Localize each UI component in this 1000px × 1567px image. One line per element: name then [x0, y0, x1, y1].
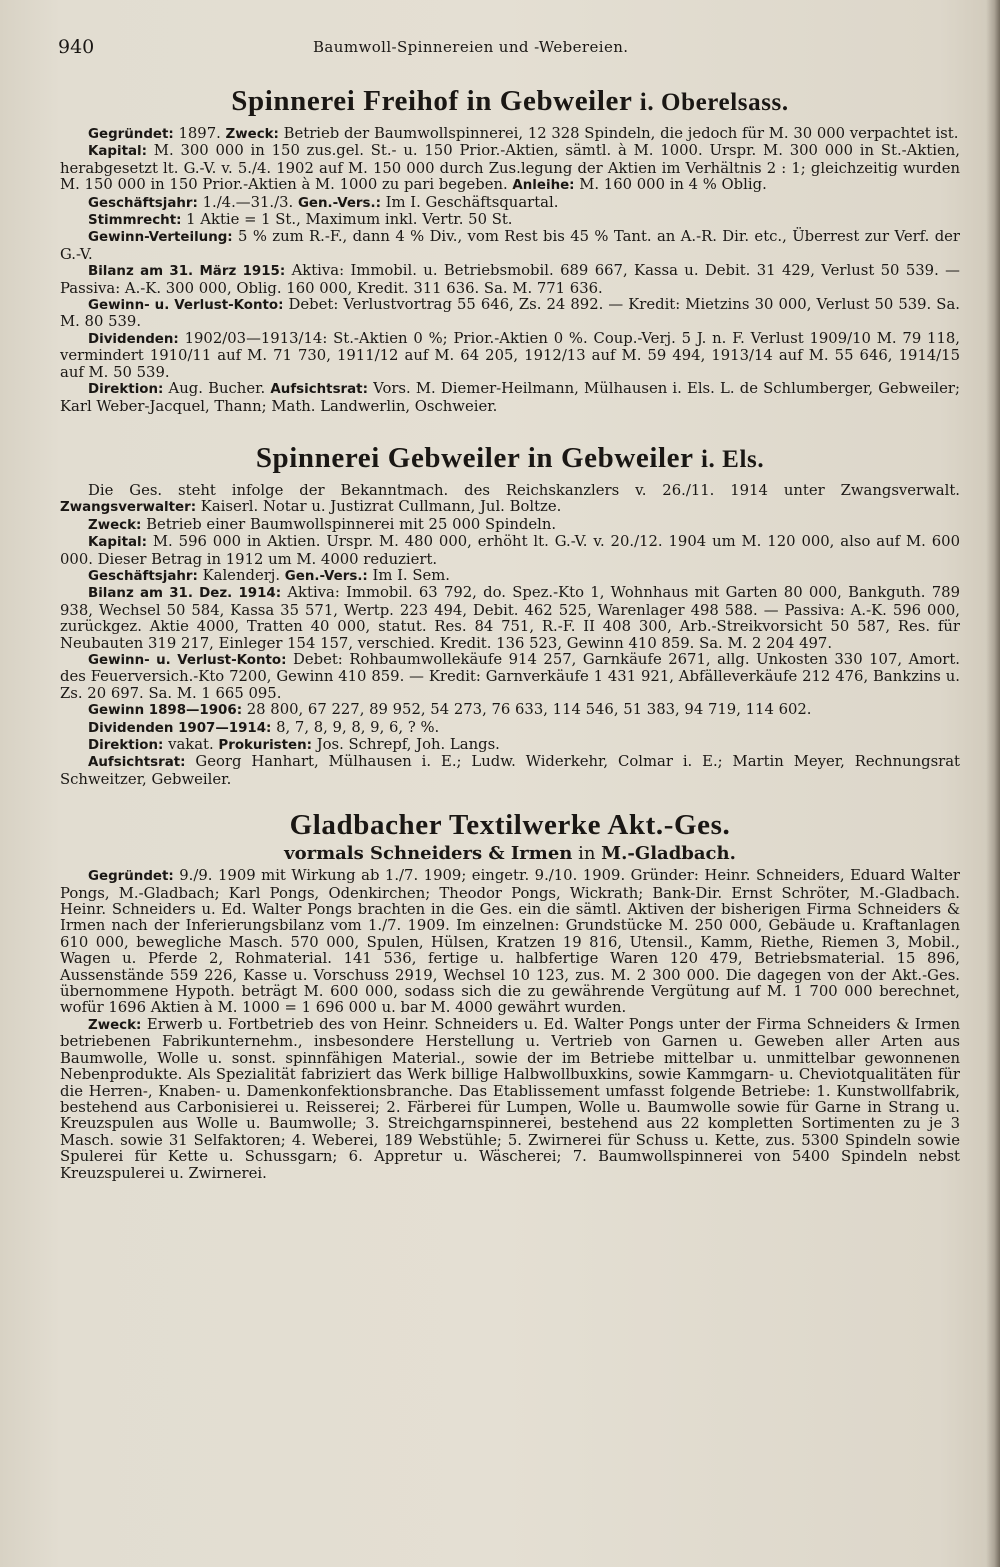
company-subtitle: vormals Schneiders & Irmen in M.-Gladbach.: [284, 843, 736, 865]
entry-paragraph: Gewinn 1898—1906: 28 800, 67 227, 89 952, 54 273, 76 633, 114 546, 51 383, 94 719, 114 602.: [88, 701, 812, 719]
page-content: [60, 84, 960, 1182]
section-gap: [60, 788, 960, 808]
page-edge-shadow: [986, 0, 1000, 1567]
entry-paragraph: Gewinn- u. Verlust-Konto: Debet: Rohbaumwollekäufe 914 257, Garnkäufe 2671, allg. Unkosten 330 107, Amort. des Feuerversich.-Kto 7200, Gewinn 410 859. — Kredit: Garnverkäufe 1 431 921, Abfälleverkäufe 212 476, Bankzins u. Zs. 20 697. Sa. M. 1 665 095.: [60, 650, 960, 702]
entry-paragraph: Stimmrecht: 1 Aktie = 1 St., Maximum inkl. Vertr. 50 St.: [88, 211, 513, 229]
section-gap: [60, 415, 960, 441]
entry-paragraph: Direktion: Aug. Bucher. Aufsichtsrat: Vors. M. Diemer-Heilmann, Mülhausen i. Els. L. de Schlumberger, Gebweiler; Karl Weber-Jacquel, Thann; Math. Landwerlin, Oschweier.: [60, 380, 960, 415]
company-title: Spinnerei Freihof in Gebweiler i. Oberelsass.: [231, 85, 789, 117]
entry-paragraph: Geschäftsjahr: 1./4.—31./3. Gen.-Vers.: Im I. Geschäftsquartal.: [88, 193, 559, 211]
company-entry-freihof: [60, 84, 960, 415]
entry-paragraph: Zweck: Erwerb u. Fortbetrieb des von Heinr. Schneiders u. Ed. Walter Pongs unter der Firma Schneiders & Irmen betriebenen Fabrikunternehm., insbesondere Herstellung u. Vertrieb von Garnen u. Geweben aller Arten aus Baumwolle, Wolle u. sonst. spinnfähigen Material., sowie der im Betriebe mittelbar u. unmittelbar gewonnenen Nebenprodukte. Als Spezialität fabriziert das Werk billige Halbwollbuxkins, sowie Kammgarn- u. Cheviotqualitäten für die Herren-, Knaben- u. Damenkonfektionsbranche. Das Etablissement umfasst folgende Betriebe: 1. Kunstwollfabrik, bestehend aus Carbonisierei u. Reisserei; 2. Färberei für Lumpen, Wolle u. Baumwolle sowie für Garne in Strang u. Kreuzspulen aus Wolle u. Baumwolle; 3. Streichgarnspinnerei, bestehend aus 22 kompletten Sortimenten zu je 3 Masch. sowie 31 Selfaktoren; 4. Weberei, 189 Webstühle; 5. Zwirnerei für Schuss u. Kette, zus. 5300 Spindeln sowie Spulerei für Kette u. Schussgarn; 6. Appretur u. Wäscherei; 7. Baumwollspinnerei von 5400 Spindeln nebst Kreuzspulerei u. Zwirnerei.: [60, 1015, 960, 1182]
entry-paragraph: Gegründet: 1897. Zweck: Betrieb der Baumwollspinnerei, 12 328 Spindeln, die jedoch für M. 30 000 verpachtet ist.: [88, 125, 959, 142]
entry-paragraph: Aufsichtsrat: Georg Hanhart, Mülhausen i. E.; Ludw. Widerkehr, Colmar i. E.; Martin Meyer, Rechnungsrat Schweitzer, Gebweiler.: [60, 753, 960, 788]
entry-paragraph: Kapital: M. 596 000 in Aktien. Urspr. M. 480 000, erhöht lt. G.-V. v. 20./12. 1904 um M. 120 000, also auf M. 600 000. Dieser Betrag in 1912 um M. 4000 reduziert.: [60, 533, 960, 568]
entry-paragraph: Direktion: vakat. Prokuristen: Jos. Schrepf, Joh. Langs.: [88, 736, 500, 753]
entry-paragraph: Dividenden 1907—1914: 8, 7, 8, 9, 8, 9, 6, ? %.: [88, 718, 440, 736]
page-number: 940: [58, 36, 95, 58]
entry-paragraph: Bilanz am 31. März 1915: Aktiva: Immobil. u. Betriebsmobil. 689 667, Kassa u. Debit. 31 429, Verlust 50 539. — Passiva: A.-K. 300 000, Oblig. 160 000, Kredit. 311 636. Sa. M. 771 636.: [60, 262, 960, 297]
entry-paragraph: Zweck: Betrieb einer Baumwollspinnerei mit 25 000 Spindeln.: [88, 515, 557, 533]
company-title: Gladbacher Textilwerke Akt.-Ges.: [289, 809, 731, 842]
entry-paragraph: Gewinn- u. Verlust-Konto: Debet: Verlustvortrag 55 646, Zs. 24 892. — Kredit: Mietzins 30 000, Verlust 50 539. Sa. M. 80 539.: [60, 296, 960, 331]
company-entry-gladbacher: [60, 808, 960, 1182]
entry-paragraph: Die Ges. steht infolge der Bekanntmach. des Reichskanzlers v. 26./11. 1914 unter Zwangsverwalt. Zwangsverwalter: Kaiserl. Notar u. Justizrat Cullmann, Jul. Boltze.: [60, 481, 960, 516]
entry-paragraph: Gewinn-Verteilung: 5 % zum R.-F., dann 4 % Div., vom Rest bis 45 % Tant. an A.-R. Dir. etc., Überrest zur Verf. der G.-V.: [60, 228, 960, 263]
entry-paragraph: Bilanz am 31. Dez. 1914: Aktiva: Immobil. 63 792, do. Spez.-Kto 1, Wohnhaus mit Garten 80 000, Bankguth. 789 938, Wechsel 50 584, Kassa 35 571, Wertp. 223 494, Debit. 462 525, Warenlager 498 588. — Passiva: A.-K. 596 000, zurückgez. Aktie 4000, Tratten 40 000, statut. Res. 84 751, R.-F. II 408 300, Arb.-Streikvorsicht 50 587, Res. für Neubauten 319 217, Einleger 154 157, verschied. Kredit. 136 523, Gewinn 410 859. Sa. M. 2 204 497.: [60, 584, 960, 652]
company-entry-gebweiler: [60, 441, 960, 788]
running-head: Baumwoll-Spinnereien und -Webereien.: [313, 38, 629, 56]
entry-paragraph: Gegründet: 9./9. 1909 mit Wirkung ab 1./7. 1909; eingetr. 9./10. 1909. Gründer: Heinr. Schneiders, Eduard Walter Pongs, M.-Gladbach; Karl Pongs, Odenkirchen; Theodor Pongs, Wickrath; Bank-Dir. Ernst Schröter, M.-Gladbach. Heinr. Schneiders u. Ed. Walter Pongs brachten in die Ges. ein die sämtl. Aktiven der bisherigen Firma Schneiders & Irmen nach der Inferierungsbilanz vom 1./7. 1909. Im einzelnen: Grundstücke M. 250 000, Gebäude u. Kraftanlagen 610 000, bewegliche Masch. 570 000, Spulen, Hülsen, Kratzen 19 816, Utensil., Kamm, Riethe, Riemen 3, Mobil., Wagen u. Pferde 2, Rohmaterial. 141 536, fertige u. halbfertige Waren 120 479, Betriebsmaterial. 15 896, Aussenstände 559 226, Kasse u. Vorschuss 2919, Wechsel 10 123, zus. M. 2 300 000. Die dagegen von der Akt.-Ges. übernommene Hypoth. beträgt M. 600 000, sodass sich die zu gewährende Vergütung auf M. 1 700 000 berechnet, wofür 1696 Aktien à M. 1000 = 1 696 000 u. bar M. 4000 gewährt wurden.: [60, 867, 960, 1017]
page-header: [58, 36, 970, 60]
entry-paragraph: Dividenden: 1902/03—1913/14: St.-Aktien 0 %; Prior.-Aktien 0 %. Coup.-Verj. 5 J. n. F. Verlust 1909/10 M. 79 118, vermindert 1910/11 auf M. 71 730, 1911/12 auf M. 64 205, 1912/13 auf M. 59 494, 1913/14 auf M. 55 646, 1914/15 auf M. 50 539.: [60, 329, 960, 381]
entry-paragraph: Geschäftsjahr: Kalenderj. Gen.-Vers.: Im I. Sem.: [88, 566, 450, 584]
entry-paragraph: Kapital: M. 300 000 in 150 zus.gel. St.- u. 150 Prior.-Aktien, sämtl. à M. 1000. Urspr. M. 300 000 in St.-Aktien, herabgesetzt lt. G.-V. v. 5./4. 1902 auf M. 150 000 durch Zus.legung der Aktien im Verhältnis 2 : 1; gleichzeitig wurden M. 150 000 in 150 Prior.-Aktien à M. 1000 zu pari begeben. Anleihe: M. 160 000 in 4 % Oblig.: [60, 142, 960, 194]
company-title: Spinnerei Gebweiler in Gebweiler i. Els.: [255, 441, 765, 474]
